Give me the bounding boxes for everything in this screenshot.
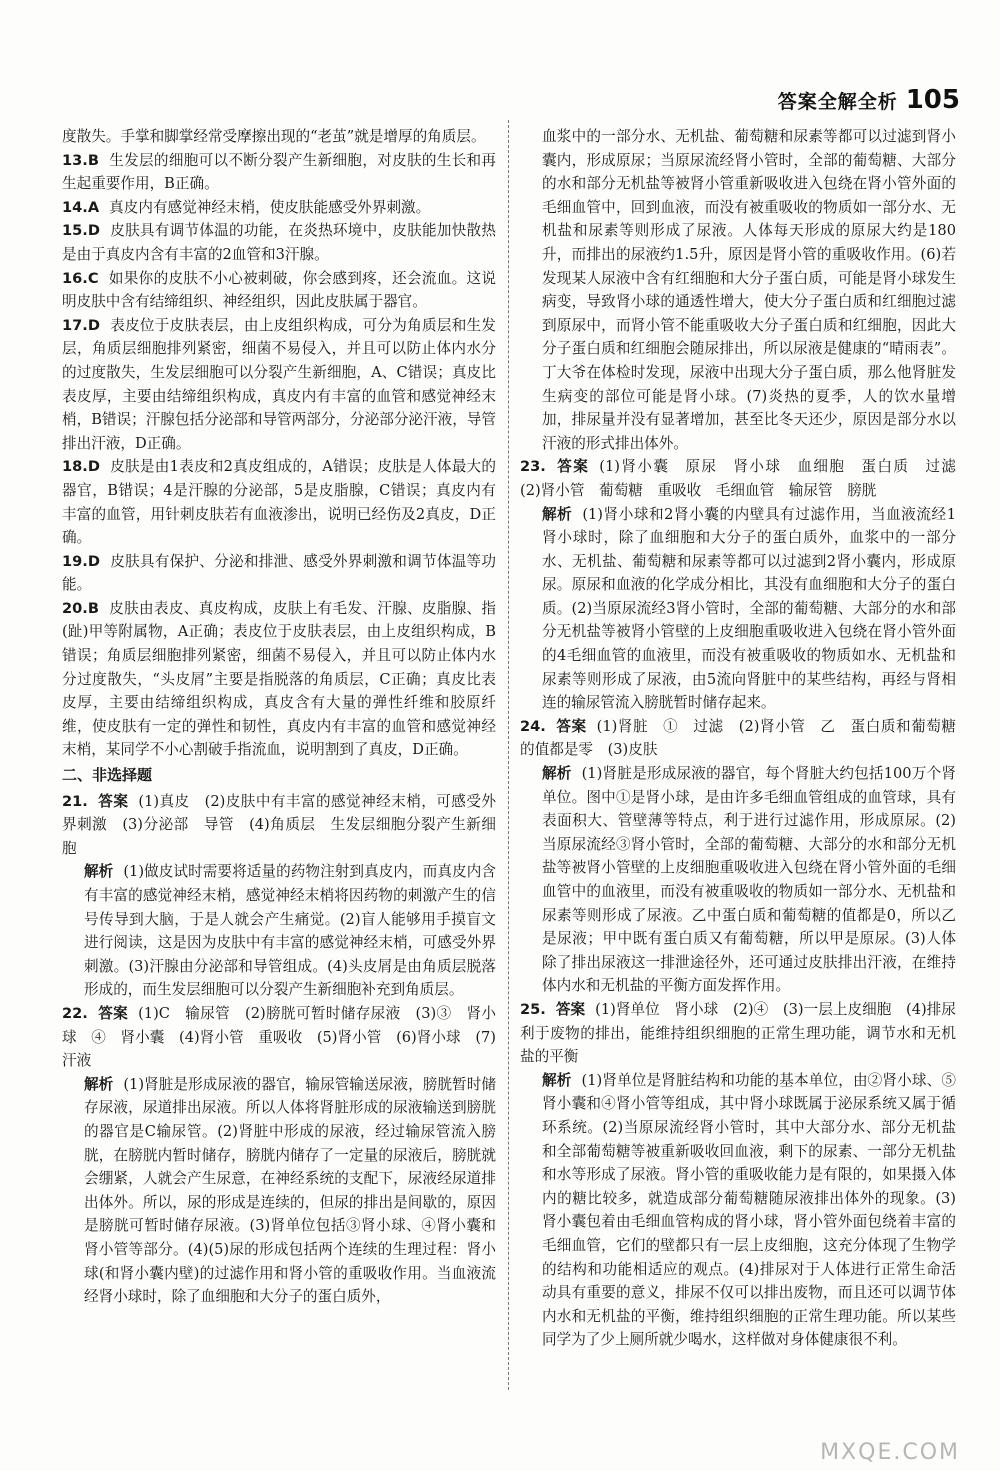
- analysis-text: (1)肾小球和2肾小囊的内壁具有过滤作用，当血液流经1肾小球时，除了血细胞和大分子的蛋白质外，血浆中的一部分水、无机盐、葡萄糖和尿素等都可以过滤到2肾小囊内，形成原尿。原尿和血液的化学成分相比，其没有血细胞和大分子的蛋白质。(2)当原尿流经3肾小管时，全部的葡萄糖、大部分的水和部分无机盐等被肾小管壁的上皮细胞重吸收进入包绕在肾小管外面的4毛细血管的血液里，而没有被重吸收的物质如水、无机盐和尿素等则形成了尿液，由5流向肾脏中的某些结构，再经与肾相连的输尿管流入膀胱暂时储存起来。: [542, 505, 956, 712]
- page-number: 105: [905, 85, 960, 115]
- answer-13: [62, 149, 496, 196]
- item-number: 16.C: [62, 269, 99, 287]
- item-text: 真皮内有感觉神经末梢，使皮肤能感受外界刺激。: [109, 198, 431, 216]
- item-text: 皮肤具有调节体温的功能，在炎热环境中，皮肤能加快散热是由于真皮内含有丰富的2血管和3汗腺。: [62, 222, 496, 263]
- answer-15: [62, 219, 496, 266]
- item-number: 20.B: [62, 599, 99, 617]
- item-number: 24.: [520, 717, 546, 735]
- right-column: [520, 125, 971, 1352]
- item-number: 25.: [520, 1000, 546, 1018]
- analysis-text: (1)做皮试时需要将适量的药物注射到真皮内，而真皮内含有丰富的感觉神经末梢，感觉神经末梢将因药物的刺激产生的信号传导到大脑，于是人就会产生痛觉。(2)盲人能够用手摸盲文进行阅读，这是因为皮肤中有丰富的感觉神经末梢，可感受外界刺激。(3)汗腺由分泌部和导管组成。(4)头皮屑是由角质层脱落形成的，而生发层细胞可以分裂产生新细胞补充到角质层。: [84, 863, 496, 999]
- item-number: 19.D: [62, 552, 100, 570]
- answer-14: [62, 196, 496, 220]
- item-text: 皮肤是由1表皮和2真皮组成的，A错误；皮肤是人体最大的器官，B错误；4是汗腺的分泌部，5是皮脂腺，C错误；真皮内有丰富的血管，用针刺皮肤若有血液渗出，说明已经伤及2真皮，D正确。: [62, 458, 496, 547]
- item-number: 23.: [520, 458, 546, 476]
- analysis-22: [62, 1073, 496, 1309]
- answer-text: (1)肾脏 ① 过滤 (2)肾小管 乙 蛋白质和葡萄糖的值都是零 (3)皮肤: [520, 717, 956, 759]
- answer-tag: 答案: [555, 1000, 586, 1018]
- analysis-24: [520, 762, 956, 998]
- item-number: 17.D: [62, 316, 100, 334]
- item-number: 18.D: [62, 458, 100, 476]
- intro-text: 度散失。手掌和脚掌经常受摩擦出现的“老茧”就是增厚的角质层。: [62, 128, 486, 145]
- column-divider: [508, 120, 509, 1390]
- analysis-22-continued: 血浆中的一部分水、无机盐、葡萄糖和尿素等都可以过滤到肾小囊内，形成原尿；当原尿流经肾小管时，全部的葡萄糖、大部分的水和部分无机盐等被肾小管重新吸收进入包绕在肾小管外面的毛细血管中，回到血液，而没有被重吸收的物质如一部分水、无机盐和尿素等则形成了尿液。人体每天形成的原尿大约是180升，而排出的尿液约1.5升，原因是肾小管的重吸收作用。(6)若发现某人尿液中含有红细胞和大分子蛋白质，可能是肾小球发生病变，导致肾小球的通透性增大，使大分子蛋白质和红细胞过滤到原尿中，而肾小管不能重吸收大分子蛋白质和红细胞，因此大分子蛋白质和红细胞会随尿排出，所以尿液是健康的“晴雨表”。丁大爷在体检时发现，尿液中出现大分子蛋白质，那么他肾脏发生病变的部位可能是肾小球。(7)炎热的夏季，人的饮水量增加，排尿量并没有显著增加，甚至比冬天还少，原因是部分水以汗液的形式排出体外。: [542, 128, 956, 452]
- item-number: 22.: [62, 1004, 88, 1022]
- analysis-tag: 解析: [542, 505, 573, 523]
- answer-23: [520, 455, 971, 502]
- answer-16: [62, 267, 496, 314]
- answer-tag: 答案: [555, 717, 587, 735]
- page-header: [778, 82, 960, 118]
- item-number: 13.B: [62, 151, 99, 169]
- item-text: 表皮位于皮肤表层，由上皮组织构成，可分为角质层和生发层，角质层细胞排列紧密，细菌不易侵入，并且可以防止体内水分的过度散失，生发层细胞可以分裂产生新细胞，A、C错误；真皮比表皮厚，主要由结缔组织构成，真皮内有丰富的血管和感觉神经末梢，B错误；汗腺包括分泌部和导管两部分，分泌部分泌汗液，导管排出汗液，D正确。: [62, 316, 496, 452]
- answer-19: [62, 550, 496, 597]
- analysis-23: [520, 503, 956, 715]
- answer-22: [62, 1002, 496, 1073]
- analysis-tag: 解析: [84, 863, 114, 881]
- answer-21: [62, 790, 496, 861]
- left-column: [62, 125, 496, 1309]
- answer-17: [62, 314, 496, 456]
- answer-text: (1)肾单位 肾小球 (2)④ (3)一层上皮细胞 (4)排尿利于废物的排出，能维持组织细胞的正常生理功能，调节水和无机盐的平衡: [520, 1000, 956, 1066]
- answer-24: [520, 715, 956, 762]
- answer-text: (1)肾小囊 原尿 肾小球 血细胞 蛋白质 过滤 (2)肾小管 葡萄糖 重吸收 毛细血管 输尿管 膀胱: [520, 458, 971, 499]
- answer-tag: 答案: [555, 458, 590, 476]
- analysis-25: [520, 1069, 956, 1352]
- answer-tag: 答案: [97, 1004, 129, 1022]
- item-number: 21.: [62, 792, 88, 810]
- analysis-tag: 解析: [84, 1075, 114, 1093]
- answer-text: (1)C 输尿管 (2)膀胱可暂时储存尿液 (3)③ 肾小球 ④ 肾小囊 (4)肾小管 重吸收 (5)肾小管 (6)肾小球 (7)汗液: [62, 1004, 496, 1070]
- analysis-tag: 解析: [542, 765, 572, 783]
- analysis-text: (1)肾脏是形成尿液的器官，输尿管输送尿液，膀胱暂时储存尿液，尿道排出尿液。所以人体将肾脏形成的尿液输送到膀胱的器官是C输尿管。(2)肾脏中形成的尿液，经过输尿管流入膀胱，在膀胱内暂时储存，膀胱内储存了一定量的尿液后，膀胱就会绷紧，人就会产生尿意，在神经系统的支配下，尿液经尿道排出体外。所以，尿的形成是连续的，但尿的排出是间歇的，原因是膀胱可暂时储存尿液。(3)肾单位包括③肾小球、④肾小囊和肾小管等部分。(4)(5)尿的形成包括两个连续的生理过程：肾小球(和肾小囊内壁)的过滤作用和肾小管的重吸收作用。当血液流经肾小球时，除了血细胞和大分子的蛋白质外，: [84, 1075, 496, 1306]
- watermark-text: MXQE.COM: [820, 1440, 960, 1465]
- item-text: 皮肤具有保护、分泌和排泄、感受外界刺激和调节体温等功能。: [62, 552, 496, 594]
- analysis-21: [62, 860, 496, 1002]
- item-number: 15.D: [62, 222, 100, 240]
- answer-20: [62, 597, 496, 762]
- item-text: 如果你的皮肤不小心被刺破，你会感到疼，还会流血。这说明皮肤中含有结缔组织、神经组织，因此皮肤属于器官。: [62, 269, 496, 311]
- answer-tag: 答案: [97, 792, 129, 810]
- item-text: 生发层的细胞可以不断分裂产生新细胞，对皮肤的生长和再生起重要作用，B正确。: [62, 151, 496, 193]
- analysis-text: (1)肾脏是形成尿液的器官，每个肾脏大约包括100万个肾单位。图中①是肾小球，是由许多毛细血管组成的血管球，具有表面积大、管壁薄等特点，利于进行过滤作用，形成原尿。(2)当原尿流经③肾小管时，全部的葡萄糖、大部分的水和部分无机盐等被肾小管壁的上皮细胞重吸收进入包绕在肾小管外面的毛细血管中的血液里，而没有被重吸收的物质如一部分水、无机盐和尿素等则形成了尿液。乙中蛋白质和葡萄糖的值都是0，所以乙是尿液；甲中既有蛋白质又有葡萄糖，所以甲是原尿。(3)人体除了排出尿液这一排泄途径外，还可通过皮肤排出汗液，在维持体内水和无机盐的平衡方面发挥作用。: [542, 765, 956, 995]
- analysis-text: (1)肾单位是肾脏结构和功能的基本单位，由②肾小球、⑤肾小囊和④肾小管等组成，其中肾小球既属于泌尿系统又属于循环系统。(2)当原尿流经肾小管时，其中大部分水、部分无机盐和全部葡萄糖等被重新吸收回血液，剩下的尿素、一部分无机盐和水等形成了尿液。肾小管的重吸收能力是有限的，如果摄入体内的糖比较多，就造成部分葡萄糖随尿液排出体外的现象。(3)肾小囊包着由毛细血管构成的肾小球，肾小管外面包绕着丰富的毛细血管，它们的壁都只有一层上皮细胞，这充分体现了生物学的结构和功能相适应的观点。(4)排尿对于人体进行正常生命活动具有重要的意义，排尿不仅可以排出废物，而且还可以调节体内水和无机盐的平衡，维持组织细胞的正常生理功能。所以某些同学为了少上厕所就少喝水，这样做对身体健康很不利。: [542, 1071, 956, 1349]
- section-heading: 二、非选择题: [62, 766, 153, 785]
- answer-18: [62, 455, 496, 549]
- item-number: 14.A: [62, 198, 100, 216]
- answer-25: [520, 998, 956, 1069]
- analysis-tag: 解析: [542, 1071, 572, 1089]
- header-title: 答案全解全析: [777, 90, 898, 113]
- answer-text: (1)真皮 (2)皮肤中有丰富的感觉神经末梢，可感受外界刺激 (3)分泌部 导管 (4)角质层 生发层细胞分裂产生新细胞: [62, 792, 496, 857]
- item-text: 皮肤由表皮、真皮构成，皮肤上有毛发、汗腺、皮脂腺、指(趾)甲等附属物，A正确；表皮位于皮肤表层，由上皮组织构成，B错误；角质层细胞排列紧密，细菌不易侵入，并且可以防止体内水分过度散失，“头皮屑”主要是指脱落的角质层，C正确；真皮比表皮厚，主要由结缔组织构成，真皮含有大量的弹性纤维和胶原纤维，使皮肤有一定的弹性和韧性，真皮内有丰富的血管和感觉神经末梢，某同学不小心割破手指流血，说明割到了真皮，D正确。: [62, 599, 496, 759]
